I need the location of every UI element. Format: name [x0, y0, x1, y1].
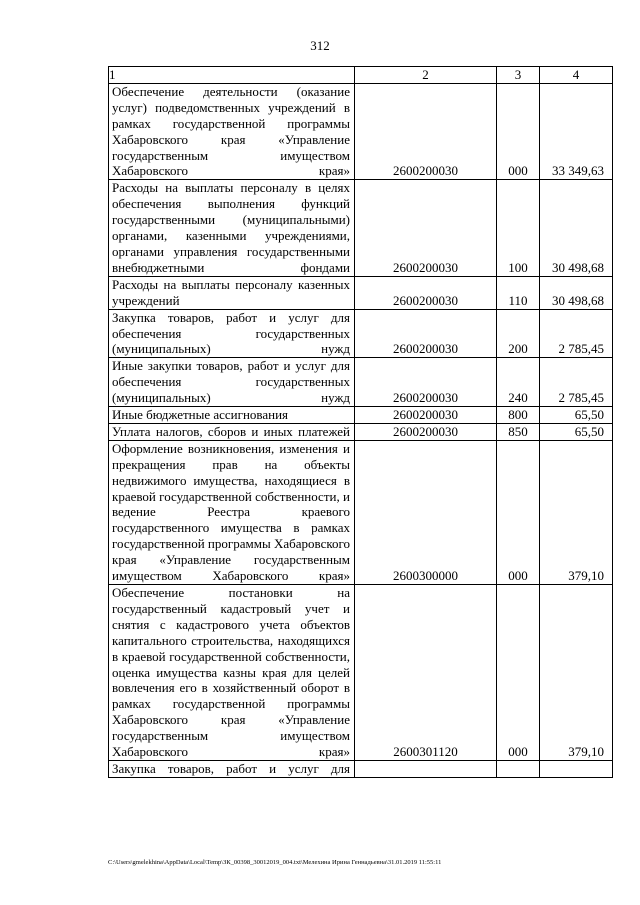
row-amount: 379,10 [540, 585, 613, 761]
row-amount: 65,50 [540, 407, 613, 424]
row-code [355, 760, 497, 777]
table-row [109, 358, 613, 407]
file-path-footer: C:\Users\gmelekhina\AppData\Local\Temp\ЗК_00398_30012019_004.txt\Мелехина Ирина Геннадьевна\31.01.2019 11:55:11 [108, 859, 442, 866]
row-code: 2600200030 [355, 276, 497, 309]
row-type: 100 [497, 180, 540, 276]
row-code: 2600200030 [355, 180, 497, 276]
row-type: 800 [497, 407, 540, 424]
row-amount: 33 349,63 [540, 83, 613, 179]
row-code: 2600200030 [355, 309, 497, 358]
row-name: Иные закупки товаров, работ и услуг для обеспечения государственных (муниципальных) нужд [109, 358, 355, 407]
table-row [109, 440, 613, 584]
row-code: 2600200030 [355, 358, 497, 407]
row-code: 2600200030 [355, 407, 497, 424]
row-amount: 65,50 [540, 423, 613, 440]
table-row [109, 180, 613, 276]
row-type: 000 [497, 585, 540, 761]
row-code: 2600200030 [355, 423, 497, 440]
row-amount: 30 498,68 [540, 276, 613, 309]
table-row [109, 276, 613, 309]
row-amount: 2 785,45 [540, 358, 613, 407]
row-amount: 2 785,45 [540, 309, 613, 358]
row-type: 000 [497, 440, 540, 584]
header-col-2: 2 [355, 67, 497, 84]
header-col-3: 3 [497, 67, 540, 84]
row-name: Закупка товаров, работ и услуг для обеспечения государственных (муниципальных) нужд [109, 309, 355, 358]
header-col-1: 1 [109, 67, 355, 84]
row-type: 200 [497, 309, 540, 358]
table-row [109, 83, 613, 179]
table-row [109, 309, 613, 358]
table-header-row [109, 67, 613, 84]
row-type: 110 [497, 276, 540, 309]
table-row [109, 760, 613, 777]
row-type: 850 [497, 423, 540, 440]
row-amount: 30 498,68 [540, 180, 613, 276]
row-name: Обеспечение деятельности (оказание услуг) подведомственных учреждений в рамках государственной программы Хабаровского края «Управление государственным имуществом Хабаровского края» [109, 83, 355, 179]
table-row [109, 407, 613, 424]
page-number: 312 [310, 38, 330, 53]
row-name: Обеспечение постановки на государственный кадастровый учет и снятия с кадастрового учета объектов капитального строительства, находящихся в краевой государственной собственности, оценка имущества казны края для целей вовлечения его в хозяйственный оборот в рамках государственной программы Хабаровского края «Управление государственным имуществом Хабаровского края» [109, 585, 355, 761]
budget-table [108, 66, 613, 778]
row-code: 2600300000 [355, 440, 497, 584]
header-col-4: 4 [540, 67, 613, 84]
row-code: 2600301120 [355, 585, 497, 761]
table-row [109, 585, 613, 761]
row-type: 240 [497, 358, 540, 407]
row-code: 2600200030 [355, 83, 497, 179]
row-name: Иные бюджетные ассигнования [109, 407, 355, 424]
table-row [109, 423, 613, 440]
row-type: 000 [497, 83, 540, 179]
row-name: Расходы на выплаты персоналу казенных учреждений [109, 276, 355, 309]
row-name: Закупка товаров, работ и услуг для [109, 760, 355, 777]
row-name: Оформление возникновения, изменения и прекращения прав на объекты недвижимого имущества, находящиеся в краевой государственной собственности, и ведение Реестра краевого государственного имущества в рамках государственной программы Хабаровского края «Управление государственным имуществом Хабаровского края» [109, 440, 355, 584]
row-type [497, 760, 540, 777]
row-name: Расходы на выплаты персоналу в целях обеспечения выполнения функций государственными (муниципальными) органами, казенными учреждениями, органами управления государственными внебюджетными фондами [109, 180, 355, 276]
row-name: Уплата налогов, сборов и иных платежей [109, 423, 355, 440]
row-amount [540, 760, 613, 777]
row-amount: 379,10 [540, 440, 613, 584]
